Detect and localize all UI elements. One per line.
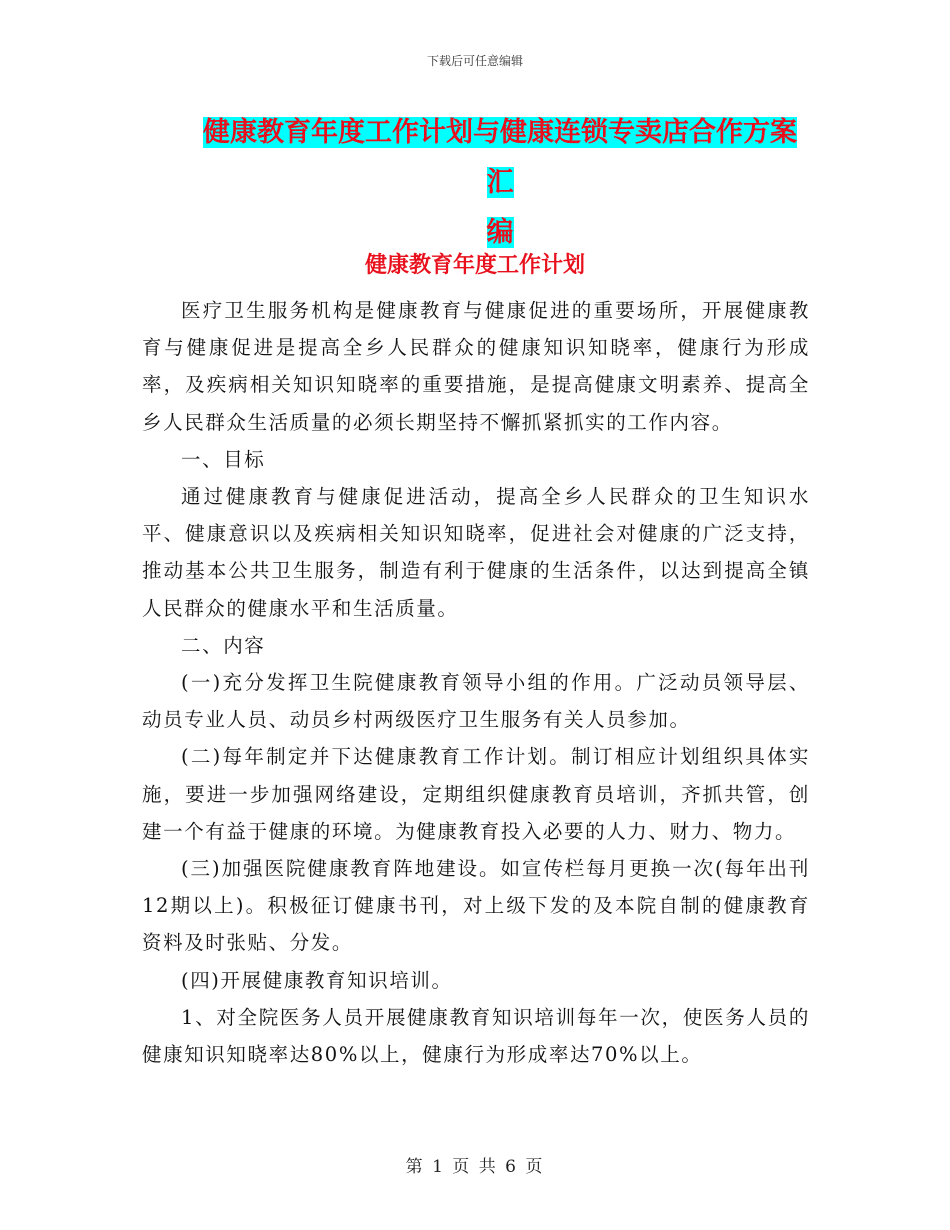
page-header-note: 下载后可任意编辑	[426, 54, 523, 68]
page-number-footer: 第 1 页 共 6 页	[405, 1157, 545, 1177]
document-main-title	[195, 108, 805, 258]
heading-goal: 一、目标	[181, 447, 266, 471]
paragraph-item-2: (二)每年制定并下达健康教育工作计划。制订相应计划组织具体实施，要进一步加强网络建设，定期组织健康教育员培训，齐抓共管，创建一个有益于健康的环境。为健康教育投入必要的人力、财力、物力。	[142, 745, 810, 843]
document-body	[142, 292, 810, 1073]
main-title-line-1: 健康教育年度工作计划与健康连锁专卖店合作方案汇	[203, 117, 797, 198]
section-title: 健康教育年度工作计划	[364, 253, 585, 278]
paragraph-item-1: (一)充分发挥卫生院健康教育领导小组的作用。广泛动员领导层、动员专业人员、动员乡村两级医疗卫生服务有关人员参加。	[142, 671, 810, 732]
heading-content: 二、内容	[181, 633, 266, 657]
paragraph-item-4: (四)开展健康教育知识培训。	[181, 968, 453, 992]
paragraph-sub-item-1: 1、对全院医务人员开展健康教育知识培训每年一次，使医务人员的健康知识知晓率达80%以上，健康行为形成率达70%以上。	[142, 1005, 810, 1067]
paragraph-item-3: (三)加强医院健康教育阵地建设。如宣传栏每月更换一次(每年出刊12期以上)。积极征订健康书刊，对上级下发的及本院自制的健康教育资料及时张贴、分发。	[142, 857, 810, 955]
main-title-line-2: 编	[486, 217, 514, 248]
paragraph-intro: 医疗卫生服务机构是健康教育与健康促进的重要场所，开展健康教育与健康促进是提高全乡人民群众的健康知识知晓率，健康行为形成率，及疾病相关知识知晓率的重要措施，是提高健康文明素养、提高全乡人民群众生活质量的必须长期坚持不懈抓紧抓实的工作内容。	[142, 299, 810, 434]
paragraph-goal: 通过健康教育与健康促进活动，提高全乡人民群众的卫生知识水平、健康意识以及疾病相关知识知晓率，促进社会对健康的广泛支持，推动基本公共卫生服务，制造有利于健康的生活条件，以达到提高全镇人民群众的健康水平和生活质量。	[142, 485, 810, 620]
